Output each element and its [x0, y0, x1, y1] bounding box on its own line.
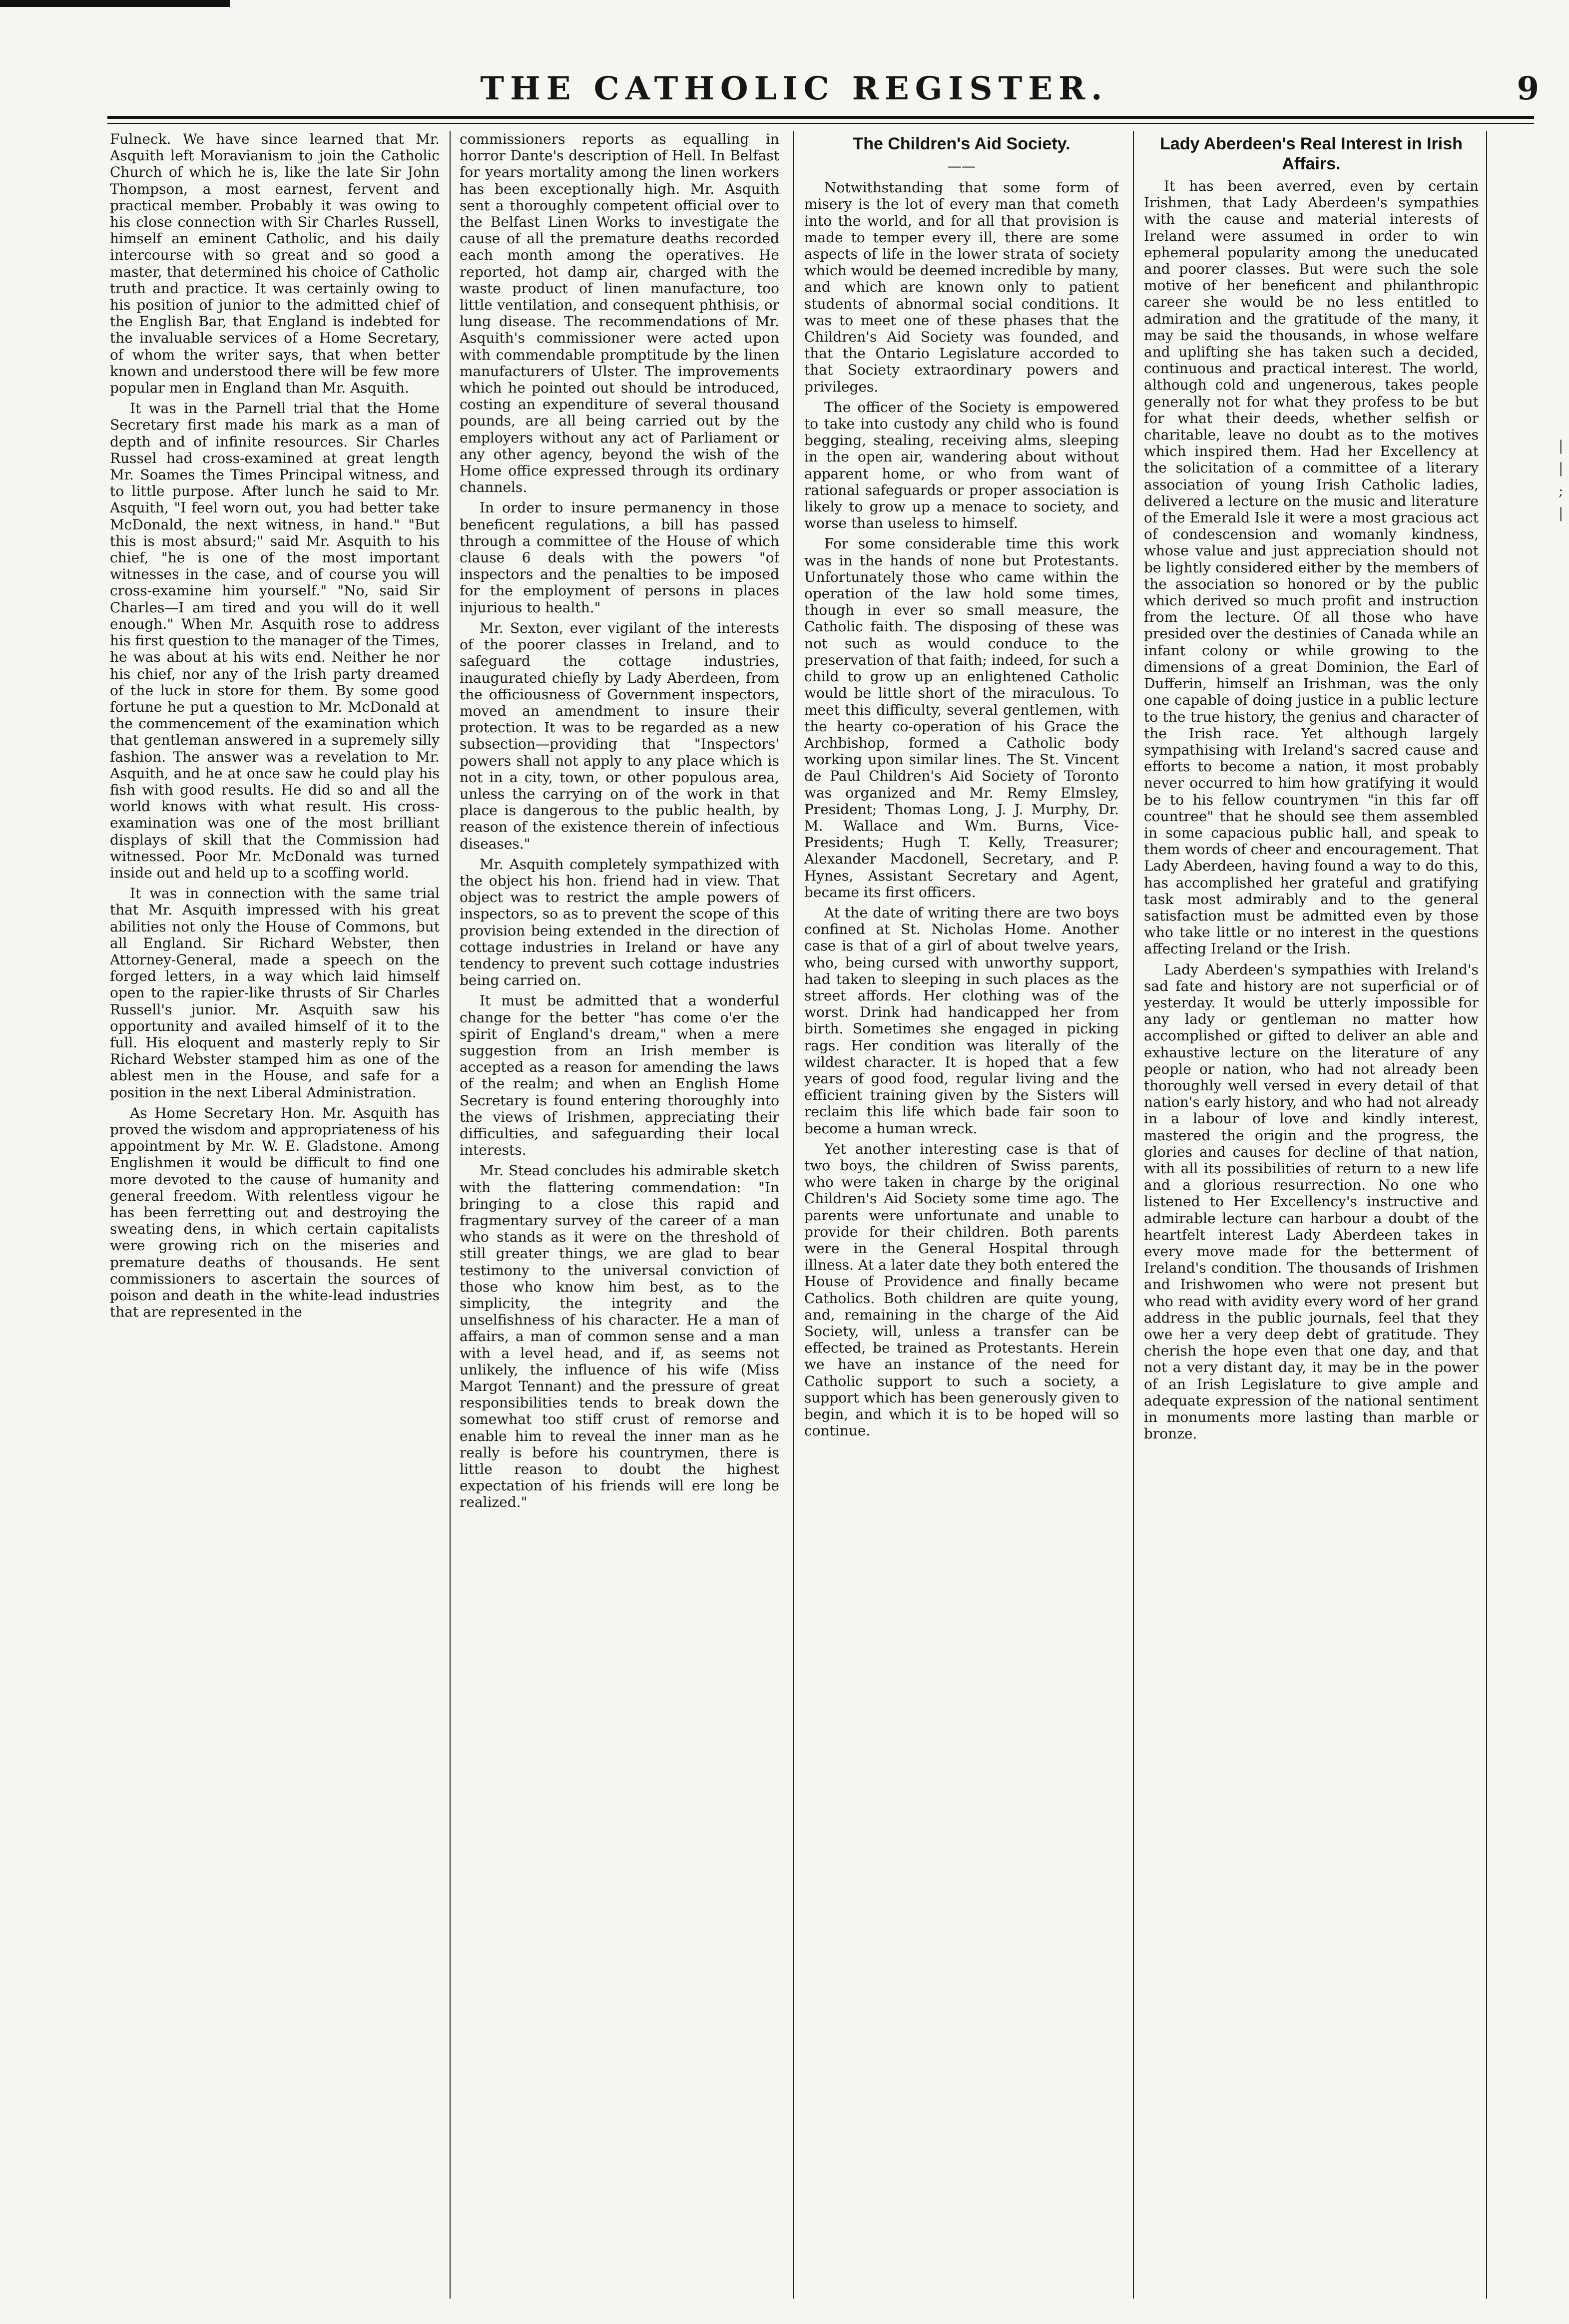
column-childrens-aid	[804, 131, 1119, 2299]
paragraph: It has been averred, even by certain Irishmen, that Lady Aberdeen's sympathies with the cause and material interests of Ireland were assumed in order to win ephemeral popularity among the uneducated and poorer classes. But were such the sole motive of her beneficent and philanthropic career she would be no less entitled to admiration and the gratitude of the many, it may be said the thousands, in whose welfare and uplifting she has taken such a decided, continuous and practical interest. The world, although cold and ungenerous, takes people generally not for what they profess to be but for what their deeds, whether selfish or charitable, leave no doubt as to the motives which inspired them. Had her Excellency at the solicitation of a committee of a literary association of young Irish Catholic ladies, delivered a lecture on the music and literature of the Emerald Isle it were a most gracious act of condescension and womanly kindness, whose value and just appreciation should not be lightly considered either by the members of the association so honored or by the public which derived so much profit and instruction from the lecture. Of all those who have presided over the destinies of Canada while an infant colony or while growing to the dimensions of a great Dominion, the Earl of Dufferin, himself an Irishman, was the only one capable of doing justice in a public lecture to the true history, the genius and character of the Irish race. Yet although largely sympathising with Ireland's sacred cause and efforts to become a nation, it most probably never occurred to him how gratifying it would be to his fellow countrymen "in this far off countree" that he should see them assembled in some capacious public hall, and speak to them words of cheer and encouragement. That Lady Aberdeen, having found a way to do this, has accomplished her grateful and gratifying task most admirably and to the general satisfaction must be admitted even by those who take little or no interest in the questions affecting Ireland or the Irish.	[1144, 178, 1479, 957]
paragraph: The officer of the Society is empowered to take into custody any child who is found begging, stealing, receiving alms, sleeping in the open air, wandering about without apparent home, or who from want of rational safeguards or proper association is likely to grow up a menace to society, and worse than useless to himself.	[804, 399, 1119, 532]
page-number: 9	[1517, 70, 1539, 107]
masthead: THE CATHOLIC REGISTER.	[480, 70, 1108, 107]
column-asquith-cont-2	[460, 131, 779, 2299]
paragraph: Mr. Stead concludes his admirable sketch with the flattering commendation: "In bringing to a close this rapid and fragmentary survey of the career of a man who stands as it were on the threshold of still greater things, we are glad to bear testimony to the universal conviction of those who know him best, as to the simplicity, the integrity and the unselfishness of his character. He a man of affairs, a man of common sense and a man with a level head, and if, as seems not unlikely, the influence of his wife (Miss Margot Tennant) and the pressure of great responsibilities tends to break down the somewhat too stiff crust of remorse and enable him to reveal the inner man as he really is before his countrymen, there is little reason to doubt the highest expectation of his friends will ere long be realized."	[460, 1162, 779, 1511]
paragraph: Notwithstanding that some form of misery is the lot of every man that cometh into the world, and for all that provision is made to temper every ill, there are some aspects of life in the lower strata of society which would be deemed incredible by many, and which are known only to patient students of abnormal social conditions. It was to meet one of these phases that the Children's Aid Society was founded, and that the Ontario Legislature accorded to that Society extraordinary powers and privileges.	[804, 179, 1119, 395]
header-rule-thin	[107, 123, 1534, 124]
paragraph: It was in the Parnell trial that the Home Secretary first made his mark as a man of depth and of infinite resources. Sir Charles Russel had cross-examined at great length Mr. Soames the Times Principal witness, and to little purpose. After lunch he said to Mr. Asquith, "I feel worn out, you had better take McDonald, the next witness, in hand." "But this is most absurd;" said Mr. Asquith to his chief, "he is one of the most important witnesses in the case, and of course you will cross-examine him yourself." "No, said Sir Charles—I am tired and you will do it well enough." When Mr. Asquith rose to address his first question to the manager of the Times, he was about at his wits end. Neither he nor his chief, nor any of the Irish party dreamed of the luck in store for them. By some good fortune he put a question to Mr. McDonald at the commencement of the examination which that gentleman answered in a supremely silly fashion. The answer was a revelation to Mr. Asquith, and he at once saw he could play his fish with good results. He did so and all the world knows with what result. His cross-examination was one of the most brilliant displays of skill that the Commission had witnessed. Poor Mr. McDonald was turned inside out and held up to a scoffing world.	[110, 400, 440, 881]
paragraph: Mr. Asquith completely sympathized with the object his hon. friend had in view. That object was to restrict the ample powers of inspectors, so as to prevent the scope of this provision being extended in the direction of cottage industries in Ireland or have any tendency to prevent such cottage industries being carried on.	[460, 856, 779, 989]
column-divider	[793, 131, 794, 2299]
paragraph: Lady Aberdeen's sympathies with Ireland's sad fate and history are not superficial or of yesterday. It would be utterly impossible for any lady or gentleman no matter how accomplished or gifted to deliver an able and exhaustive lecture on the literature of any people or nation, who had not already been thoroughly well versed in every detail of that nation's early history, and who had not already in a labour of love and kindly interest, mastered the origin and the progress, the glories and causes for decline of that nation, with all its possibilities of return to a new life and a glorious resurrection. No one who listened to Her Excellency's instructive and admirable lecture can harbour a doubt of the heartfelt interest Lady Aberdeen takes in every move made for the betterment of Ireland's condition. The thousands of Irishmen and Irishwomen who were not present but who read with avidity every word of her grand address in the public journals, feel that they owe her a very deep debt of gratitude. They cherish the hope even that one day, and that not a very distant day, it may be in the power of an Irish Legislature to give ample and adequate expression of the national sentiment in monuments more lasting than marble or bronze.	[1144, 961, 1479, 1442]
paragraph: As Home Secretary Hon. Mr. Asquith has proved the wisdom and appropriateness of his appointment by Mr. W. E. Gladstone. Among Englishmen it would be difficult to find one more devoted to the cause of humanity and general freedom. With relentless vigour he has been ferretting out and destroying the sweating dens, in which certain capitalists were growing rich on the miseries and premature deaths of thousands. He sent commissioners to ascertain the sources of poison and death in the white-lead industries that are represented in the	[110, 1104, 440, 1321]
paragraph: Fulneck. We have since learned that Mr. Asquith left Moravianism to join the Catholic Church of which he is, like the late Sir John Thompson, a most earnest, fervent and practical member. Probably it was owing to his close connection with Sir Charles Russell, himself an eminent Catholic, and his daily intercourse with so great and so good a master, that determined his choice of Catholic truth and practice. It was certainly owing to his position of junior to the admitted chief of the English Bar, that England is indebted for the invaluable services of a Home Secretary, of whom the writer says, that when better known and understood there will be few more popular men in England than Mr. Asquith.	[110, 131, 440, 397]
paragraph: Mr. Sexton, ever vigilant of the interests of the poorer classes in Ireland, and to safeguard the cottage industries, inaugurated chiefly by Lady Aberdeen, from the officiousness of Government inspectors, moved an amendment to insure their protection. It was to be regarded as a new subsection—providing that "Inspectors' powers shall not apply to any place which is not in a city, town, or other populous area, unless the carrying on of the work in that place is dangerous to the public health, by reason of the existence therein of infectious diseases."	[460, 619, 779, 852]
column-divider	[450, 131, 451, 2299]
margin-marks: | | ; |	[1559, 438, 1564, 521]
article-title: Lady Aberdeen's Real Interest in Irish Affairs.	[1160, 134, 1463, 173]
title-dash: ——	[948, 158, 976, 174]
paragraph: It must be admitted that a wonderful change for the better "has come o'er the spirit of England's dream," when a mere suggestion from an Irish member is accepted as a reason for amending the laws of the realm; and when an English Home Secretary is found entering thoroughly into the views of Irishmen, appreciating their difficulties, and safeguarding their local interests.	[460, 992, 779, 1159]
column-asquith-continued	[110, 131, 440, 2299]
paragraph: At the date of writing there are two boys confined at St. Nicholas Home. Another case is that of a girl of about twelve years, who, being cursed with unworthy support, had taken to sleeping in such places as the street affords. Her clothing was of the worst. Drink had handicapped her from birth. Sometimes she engaged in picking rags. Her condition was literally of the wildest character. It is hoped that a few years of good food, regular living and the efficient training given by the Sisters will reclaim this life which bade fair soon to become a human wreck.	[804, 904, 1119, 1137]
paragraph: In order to insure permanency in those beneficent regulations, a bill has passed through a committee of the House of which clause 6 deals with the powers "of inspectors and the penalties to be imposed for the employment of persons in places injurious to health."	[460, 499, 779, 616]
column-divider	[1486, 131, 1487, 2299]
paragraph: It was in connection with the same trial that Mr. Asquith impressed with his great abilities not only the House of Commons, but all England. Sir Richard Webster, then Attorney-General, made a speech on the forged letters, in a way which laid himself open to the rapier-like thrusts of Sir Charles Russell's junior. Mr. Asquith saw his opportunity and availed himself of it to the full. His eloquent and masterly reply to Sir Richard Webster stamped him as one of the ablest men in the House, and safe for a position in the next Liberal Administration.	[110, 885, 440, 1101]
paragraph: commissioners reports as equalling in horror Dante's description of Hell. In Belfast for years mortality among the linen workers has been exceptionally high. Mr. Asquith sent a thoroughly competent official over to the Belfast Linen Works to investigate the cause of all the premature deaths recorded each month among the operatives. He reported, hot damp air, charged with the waste product of linen manufacture, too little ventilation, and consequent phthisis, or lung disease. The recommendations of Mr. Asquith's commissioner were acted upon with commendable promptitude by the linen manufacturers of Ulster. The improvements which he pointed out should be introduced, costing an expenditure of several thousand pounds, are all being carried out by the employers without any act of Parliament or any other agency, beyond the wish of the Home office expressed through its ordinary channels.	[460, 131, 779, 496]
top-edge-bar	[0, 0, 230, 7]
header-rule-thick	[107, 116, 1534, 119]
paragraph: For some considerable time this work was in the hands of none but Protestants. Unfortunately those who came within the operation of the law hold some times, though in ever so small measure, the Catholic faith. The disposing of these was not such as would conduce to the preservation of that faith; indeed, for such a child to grow up an enlightened Catholic would be little short of the miraculous. To meet this difficulty, several gentlemen, with the hearty co-operation of his Grace the Archbishop, formed a Catholic body working upon similar lines. The St. Vincent de Paul Children's Aid Society of Toronto was organized and Mr. Remy Elmsley, President; Thomas Long, J. J. Murphy, Dr. M. Wallace and Wm. Burns, Vice-Presidents; Hugh T. Kelly, Treasurer; Alexander Macdonell, Secretary, and P. Hynes, Assistant Secretary and Agent, became its first officers.	[804, 535, 1119, 901]
paragraph: Yet another interesting case is that of two boys, the children of Swiss parents, who were taken in charge by the original Children's Aid Society some time ago. The parents were unfortunate and unable to provide for their children. Both parents were in the General Hospital through illness. At a later date they both entered the House of Providence and finally became Catholics. Both children are quite young, and, remaining in the charge of the Aid Society, will, unless a transfer can be effected, be trained as Protestants. Herein we have an instance of the need for Catholic support to such a society, a support which has been generously given to begin, and which it is to be hoped will so continue.	[804, 1140, 1119, 1439]
column-lady-aberdeen	[1144, 131, 1479, 2299]
column-divider	[1133, 131, 1134, 2299]
article-title: The Children's Aid Society.	[853, 134, 1070, 153]
